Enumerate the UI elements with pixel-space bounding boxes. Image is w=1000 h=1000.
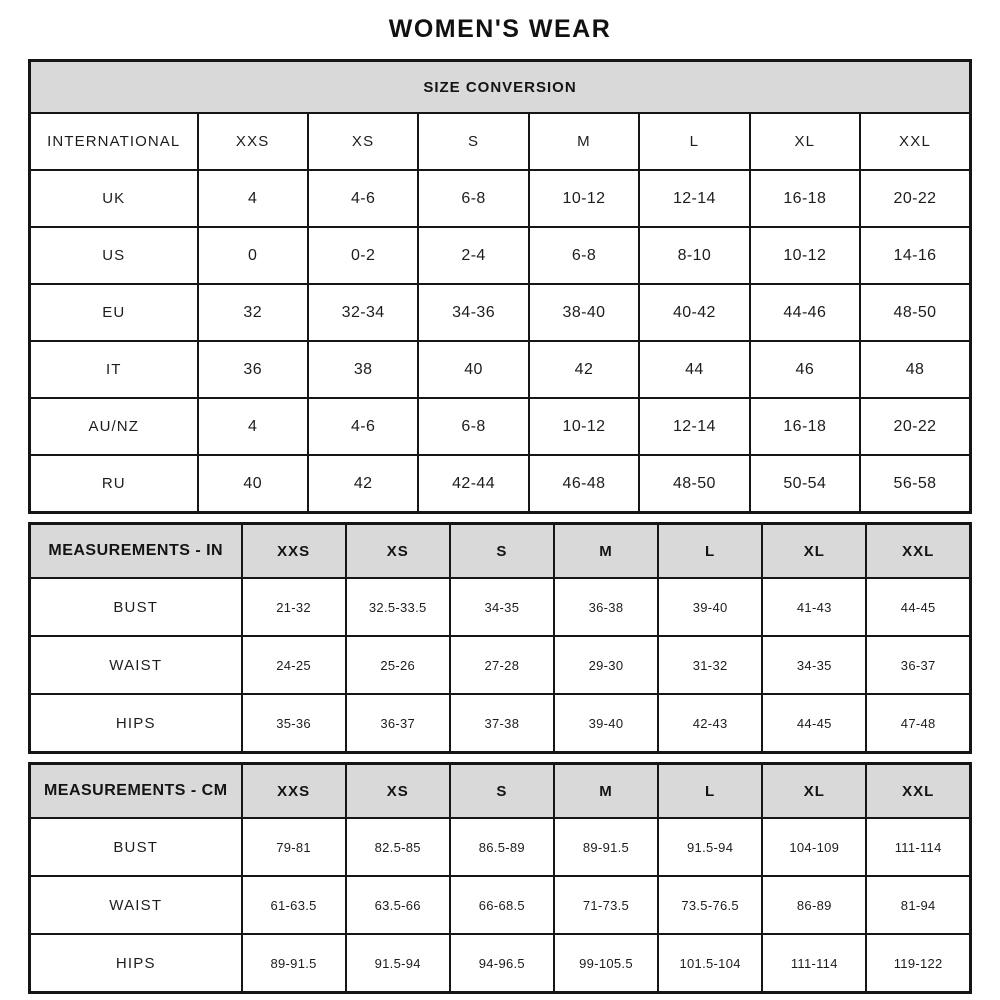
measurement-value-cell: 21-32 <box>242 578 346 636</box>
measurement-value-cell: 31-32 <box>658 636 762 694</box>
size-col-header: XXL <box>866 524 970 579</box>
measurements-in-table <box>28 522 972 754</box>
measurement-label: BUST <box>30 578 242 636</box>
table-row-us <box>30 227 971 284</box>
size-col-header: XS <box>308 113 418 170</box>
measurement-label: HIPS <box>30 694 242 753</box>
size-value-cell: 4 <box>198 398 308 455</box>
measurement-value-cell: 111-114 <box>866 818 970 876</box>
size-col-header: XL <box>750 113 860 170</box>
measurement-value-cell: 36-37 <box>866 636 970 694</box>
measurement-value-cell: 25-26 <box>346 636 450 694</box>
region-label: UK <box>30 170 198 227</box>
size-value-cell: 32-34 <box>308 284 418 341</box>
measurements-in-header-row <box>30 524 971 579</box>
measurement-value-cell: 89-91.5 <box>554 818 658 876</box>
size-conversion-title: SIZE CONVERSION <box>30 61 971 114</box>
table-row-aunz <box>30 398 971 455</box>
table-row-hips-cm <box>30 934 971 993</box>
size-value-cell: 6-8 <box>529 227 639 284</box>
size-col-header: S <box>450 524 554 579</box>
table-row-waist-cm <box>30 876 971 934</box>
measurement-value-cell: 101.5-104 <box>658 934 762 993</box>
measurement-value-cell: 44-45 <box>866 578 970 636</box>
size-col-header: XXS <box>242 524 346 579</box>
size-value-cell: 42-44 <box>418 455 528 513</box>
measurement-value-cell: 44-45 <box>762 694 866 753</box>
measurement-value-cell: 119-122 <box>866 934 970 993</box>
measurement-value-cell: 91.5-94 <box>346 934 450 993</box>
measurement-value-cell: 35-36 <box>242 694 346 753</box>
size-value-cell: 4-6 <box>308 398 418 455</box>
measurement-value-cell: 79-81 <box>242 818 346 876</box>
measurement-value-cell: 86.5-89 <box>450 818 554 876</box>
size-value-cell: 10-12 <box>750 227 860 284</box>
size-col-header: XXS <box>198 113 308 170</box>
size-col-header: XXS <box>242 764 346 819</box>
measurement-value-cell: 42-43 <box>658 694 762 753</box>
measurement-value-cell: 71-73.5 <box>554 876 658 934</box>
measurement-value-cell: 66-68.5 <box>450 876 554 934</box>
size-col-header: XS <box>346 524 450 579</box>
size-value-cell: 46-48 <box>529 455 639 513</box>
size-value-cell: 12-14 <box>639 398 749 455</box>
size-value-cell: 6-8 <box>418 170 528 227</box>
size-col-header: L <box>658 524 762 579</box>
measurement-value-cell: 61-63.5 <box>242 876 346 934</box>
measurements-in-title: MEASUREMENTS - IN <box>30 524 242 579</box>
measurement-value-cell: 104-109 <box>762 818 866 876</box>
measurement-value-cell: 82.5-85 <box>346 818 450 876</box>
table-row-bust-in <box>30 578 971 636</box>
size-value-cell: 44 <box>639 341 749 398</box>
table-row-hips-in <box>30 694 971 753</box>
table-row-eu <box>30 284 971 341</box>
size-col-header: XL <box>762 524 866 579</box>
table-row-ru <box>30 455 971 513</box>
measurement-value-cell: 63.5-66 <box>346 876 450 934</box>
measurement-value-cell: 39-40 <box>554 694 658 753</box>
size-value-cell: 0-2 <box>308 227 418 284</box>
measurement-value-cell: 73.5-76.5 <box>658 876 762 934</box>
region-label: EU <box>30 284 198 341</box>
size-value-cell: 4-6 <box>308 170 418 227</box>
size-value-cell: 50-54 <box>750 455 860 513</box>
region-label: IT <box>30 341 198 398</box>
measurement-value-cell: 94-96.5 <box>450 934 554 993</box>
measurement-value-cell: 81-94 <box>866 876 970 934</box>
size-value-cell: 16-18 <box>750 398 860 455</box>
page-title: WOMEN'S WEAR <box>388 15 612 43</box>
header-cell-international: INTERNATIONAL <box>30 113 198 170</box>
size-value-cell: 16-18 <box>750 170 860 227</box>
measurement-value-cell: 36-37 <box>346 694 450 753</box>
table-row-it <box>30 341 971 398</box>
size-value-cell: 42 <box>529 341 639 398</box>
measurement-value-cell: 41-43 <box>762 578 866 636</box>
size-value-cell: 56-58 <box>860 455 970 513</box>
size-value-cell: 40 <box>198 455 308 513</box>
size-value-cell: 48-50 <box>860 284 970 341</box>
measurements-cm-title: MEASUREMENTS - CM <box>30 764 242 819</box>
measurement-value-cell: 99-105.5 <box>554 934 658 993</box>
measurements-cm-header-row <box>30 764 971 819</box>
measurement-value-cell: 36-38 <box>554 578 658 636</box>
size-col-header: XL <box>762 764 866 819</box>
size-value-cell: 20-22 <box>860 170 970 227</box>
size-value-cell: 44-46 <box>750 284 860 341</box>
size-value-cell: 42 <box>308 455 418 513</box>
size-value-cell: 10-12 <box>529 170 639 227</box>
measurement-value-cell: 89-91.5 <box>242 934 346 993</box>
region-label: US <box>30 227 198 284</box>
measurement-label: BUST <box>30 818 242 876</box>
measurement-value-cell: 24-25 <box>242 636 346 694</box>
region-label: AU/NZ <box>30 398 198 455</box>
size-value-cell: 34-36 <box>418 284 528 341</box>
size-value-cell: 38-40 <box>529 284 639 341</box>
size-value-cell: 6-8 <box>418 398 528 455</box>
size-value-cell: 32 <box>198 284 308 341</box>
measurement-label: WAIST <box>30 636 242 694</box>
size-col-header: XXL <box>860 113 970 170</box>
size-value-cell: 10-12 <box>529 398 639 455</box>
size-value-cell: 12-14 <box>639 170 749 227</box>
size-value-cell: 8-10 <box>639 227 749 284</box>
table-row-uk <box>30 170 971 227</box>
measurement-value-cell: 37-38 <box>450 694 554 753</box>
measurement-value-cell: 39-40 <box>658 578 762 636</box>
size-value-cell: 20-22 <box>860 398 970 455</box>
size-col-header: S <box>450 764 554 819</box>
size-col-header: M <box>554 524 658 579</box>
size-value-cell: 38 <box>308 341 418 398</box>
measurement-value-cell: 111-114 <box>762 934 866 993</box>
table-title-row <box>30 61 971 114</box>
measurement-value-cell: 34-35 <box>762 636 866 694</box>
size-col-header: S <box>418 113 528 170</box>
table-row-bust-cm <box>30 818 971 876</box>
measurement-value-cell: 32.5-33.5 <box>346 578 450 636</box>
size-value-cell: 2-4 <box>418 227 528 284</box>
measurement-value-cell: 47-48 <box>866 694 970 753</box>
size-value-cell: 0 <box>198 227 308 284</box>
measurement-value-cell: 27-28 <box>450 636 554 694</box>
size-col-header: L <box>658 764 762 819</box>
size-col-header: M <box>554 764 658 819</box>
size-value-cell: 48 <box>860 341 970 398</box>
size-col-header: M <box>529 113 639 170</box>
size-value-cell: 48-50 <box>639 455 749 513</box>
region-label: RU <box>30 455 198 513</box>
size-value-cell: 14-16 <box>860 227 970 284</box>
size-col-header: L <box>639 113 749 170</box>
size-col-header: XS <box>346 764 450 819</box>
size-col-header: XXL <box>866 764 970 819</box>
size-header-row <box>30 113 971 170</box>
size-value-cell: 40-42 <box>639 284 749 341</box>
measurement-value-cell: 86-89 <box>762 876 866 934</box>
measurement-label: WAIST <box>30 876 242 934</box>
measurement-value-cell: 29-30 <box>554 636 658 694</box>
size-value-cell: 4 <box>198 170 308 227</box>
measurement-value-cell: 34-35 <box>450 578 554 636</box>
measurement-label: HIPS <box>30 934 242 993</box>
size-value-cell: 36 <box>198 341 308 398</box>
measurements-cm-table <box>28 762 972 994</box>
size-value-cell: 40 <box>418 341 528 398</box>
table-row-waist-in <box>30 636 971 694</box>
size-value-cell: 46 <box>750 341 860 398</box>
size-conversion-table <box>28 59 972 514</box>
measurement-value-cell: 91.5-94 <box>658 818 762 876</box>
